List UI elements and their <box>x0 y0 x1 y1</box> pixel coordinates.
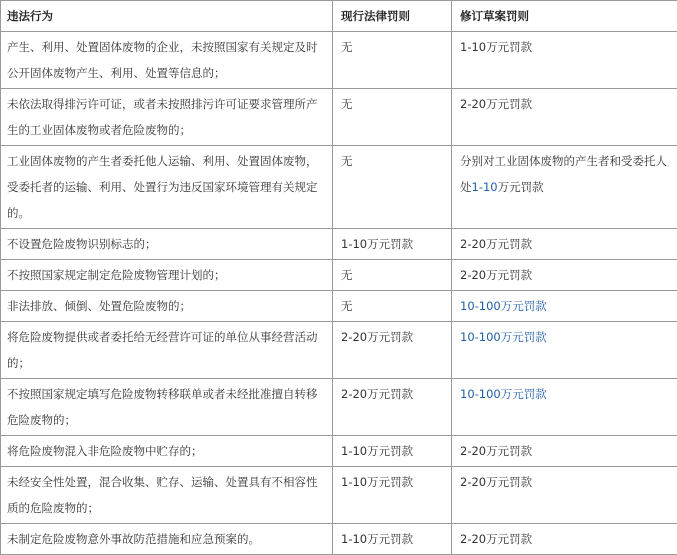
violation-cell: 将危险废物提供或者委托给无经营许可证的单位从事经营活动的； <box>1 322 333 379</box>
table-row <box>1 322 677 379</box>
header-current-penalty: 现行法律罚则 <box>333 1 452 32</box>
current-penalty-cell: 1-10万元罚款 <box>333 524 452 555</box>
header-draft-penalty: 修订草案罚则 <box>452 1 677 32</box>
draft-penalty-cell: 2-20万元罚款 <box>452 524 677 555</box>
current-penalty-cell: 1-10万元罚款 <box>333 436 452 467</box>
draft-penalty-cell: 2-20万元罚款 <box>452 260 677 291</box>
draft-penalty-unit: 万元罚款 <box>498 180 544 194</box>
table-row <box>1 89 677 146</box>
violation-cell: 将危险废物混入非危险废物中贮存的； <box>1 436 333 467</box>
violation-cell: 未制定危险废物意外事故防范措施和应急预案的。 <box>1 524 333 555</box>
draft-penalty-cell: 2-20万元罚款 <box>452 229 677 260</box>
current-penalty-cell: 无 <box>333 146 452 229</box>
violation-cell: 未依法取得排污许可证，或者未按照排污许可证要求管理所产生的工业固体废物或者危险废物的； <box>1 89 333 146</box>
current-penalty-cell: 2-20万元罚款 <box>333 379 452 436</box>
table-row <box>1 436 677 467</box>
violation-cell: 未经安全性处置，混合收集、贮存、运输、处置具有不相容性质的危险废物的； <box>1 467 333 524</box>
violation-cell: 工业固体废物的产生者委托他人运输、利用、处置固体废物，受委托者的运输、利用、处置行为违反国家环境管理有关规定的。 <box>1 146 333 229</box>
violation-cell: 不设置危险废物识别标志的； <box>1 229 333 260</box>
violation-cell: 不按照国家规定制定危险废物管理计划的； <box>1 260 333 291</box>
table-row <box>1 32 677 89</box>
table-row <box>1 260 677 291</box>
draft-penalty-text: 分别对工业固体废物的产生者和受委托人处 <box>460 154 667 194</box>
table-header-row <box>1 1 677 32</box>
draft-penalty-cell: 2-20万元罚款 <box>452 436 677 467</box>
table-row <box>1 524 677 555</box>
draft-penalty-cell: 10-100万元罚款 <box>452 322 677 379</box>
table-row <box>1 291 677 322</box>
violation-cell: 非法排放、倾倒、处置危险废物的； <box>1 291 333 322</box>
violation-cell: 产生、利用、处置固体废物的企业，未按照国家有关规定及时公开固体废物产生、利用、处置等信息的； <box>1 32 333 89</box>
violation-cell: 不按照国家规定填写危险废物转移联单或者未经批准擅自转移危险废物的； <box>1 379 333 436</box>
current-penalty-cell: 无 <box>333 260 452 291</box>
table-row <box>1 467 677 524</box>
table-row <box>1 146 677 229</box>
current-penalty-cell: 2-20万元罚款 <box>333 322 452 379</box>
current-penalty-cell: 无 <box>333 89 452 146</box>
draft-penalty-cell: 10-100万元罚款 <box>452 379 677 436</box>
draft-penalty-amount: 1-10 <box>472 180 498 194</box>
draft-penalty-cell <box>452 146 677 229</box>
draft-penalty-cell: 10-100万元罚款 <box>452 291 677 322</box>
table-row <box>1 379 677 436</box>
draft-penalty-cell: 2-20万元罚款 <box>452 467 677 524</box>
current-penalty-cell: 无 <box>333 291 452 322</box>
current-penalty-cell: 无 <box>333 32 452 89</box>
draft-penalty-cell: 1-10万元罚款 <box>452 32 677 89</box>
draft-penalty-cell: 2-20万元罚款 <box>452 89 677 146</box>
current-penalty-cell: 1-10万元罚款 <box>333 229 452 260</box>
header-violation: 违法行为 <box>1 1 333 32</box>
current-penalty-cell: 1-10万元罚款 <box>333 467 452 524</box>
table-row <box>1 229 677 260</box>
